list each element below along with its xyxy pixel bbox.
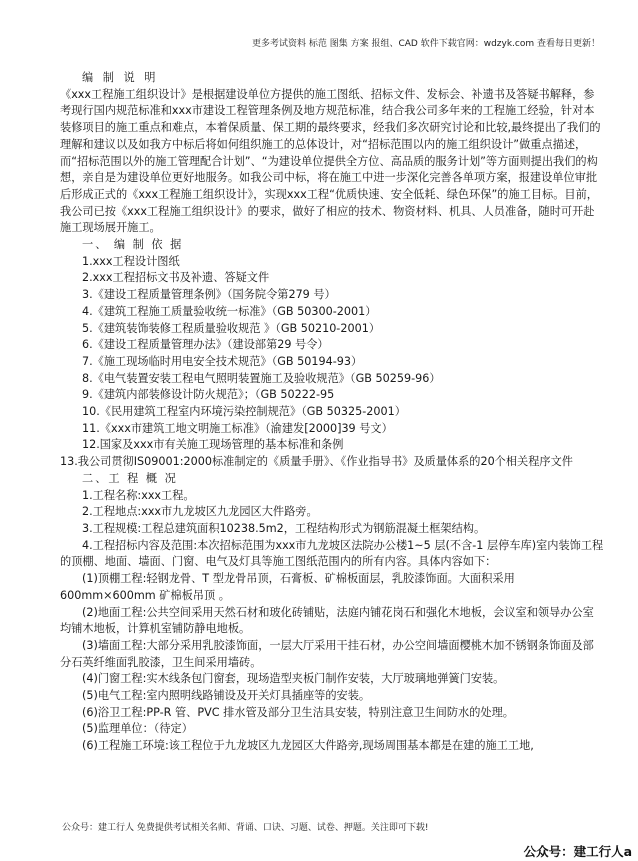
list-item: 5.《建筑装饰装修工程质量验收规范 》（GB 50210-2001） xyxy=(82,321,381,335)
list-item: (2)地面工程:公共空间采用天然石材和玻化砖铺贴，法庭内铺花岗石和强化木地板，会议室和领导办公室均铺木地板，计算机室铺防静电地板。 xyxy=(60,605,594,636)
document-body xyxy=(60,70,604,755)
list-item: 7.《施工现场临时用电安全技术规范》（GB 50194-93） xyxy=(82,354,363,368)
list-item: (4)门窗工程:实木线条包门窗套，现场造型夹板门制作安装，大厅玻璃地弹簧门安装。 xyxy=(82,672,505,686)
basis-list xyxy=(60,254,604,471)
scope-details xyxy=(60,571,604,755)
list-item: 11.《xxx市建筑工地文明施工标准》（渝建发[2000]39 号文） xyxy=(82,421,393,435)
page-header: 更多考试资料 标范 图集 方案 报组、CAD 软件下载官网：wdzyk.com 查看每日更新！ xyxy=(252,39,600,49)
list-item: 9.《建筑内部装修设计防火规范》；（GB 50222-95 xyxy=(82,388,335,402)
section-overview-title: 二、工 程 概 况 xyxy=(82,471,178,485)
list-item: 4.工程招标内容及范围:本次招标范围为xxx市九龙坡区法院办公楼1~5 层(不含-1 层停车库)室内装饰工程的顶棚、地面、墙面、门窗、电气及灯具等施工图纸范围内的所有内容。具体内容如下： xyxy=(60,538,604,569)
list-item: 1.xxx工程设计图纸 xyxy=(82,254,180,268)
list-item: 12.国家及xxx市有关施工现场管理的基本标准和条例 xyxy=(82,438,344,452)
list-item: (3)墙面工程:大部分采用乳胶漆饰面，一层大厅采用干挂石材，办公空间墙面樱桃木加不锈钢条饰面及部分石英纤维面乳胶漆，卫生间采用墙砖。 xyxy=(60,638,594,669)
page-footer: 公众号：建工行人 免费提供考试相关名师、背诵、口诀、习题、试卷、押题。关注即可下载! xyxy=(62,823,429,833)
list-item: (6)工程施工环境:该工程位于九龙坡区九龙园区大件路旁,现场周围基本都是在建的施工工地, xyxy=(82,739,534,753)
overview-list xyxy=(60,488,604,572)
list-item: (1)顶棚工程:轻钢龙骨、T 型龙骨吊顶，石膏板、矿棉板面层，乳胶漆饰面。大面积采用600mm×600mm 矿棉板吊顶 。 xyxy=(60,572,515,602)
list-item: 6.《建设工程质量管理办法》（建设部第29 号令） xyxy=(82,338,329,352)
watermark: 公众号：建工行人a xyxy=(523,844,632,859)
list-item: (5)电气工程:室内照明线路铺设及开关灯具插座等的安装。 xyxy=(82,689,371,703)
list-item: 4.《建筑工程施工质量验收统一标准》（GB 50300-2001） xyxy=(82,304,377,318)
intro-paragraph: 《xxx工程施工组织设计》是根据建设单位方提供的施工图纸、招标文件、发标会、补遗书及答疑书解释，参考现行国内规范标准和xxx市建设工程管理条例及地方规范标准，结合我公司多年来的工程施工经验，针对本装修项目的施工重点和难点，本着保质量、保工期的最终要求，经我们多次研究讨论和比较,最终提出了我们的理解和建议以及如我方中标后将如何组织施工的总体设计，对“招标范围以内的施工组织设计”做重点描述，而“招标范围以外的施工管理配合计划”、“为建设单位提供全方位、高品质的服务计划”等方面则提出我们的构想，亲自是为建设单位更好地服务。如我公司中标，将在施工中进一步深化完善各单项方案，报建设单位审批后形成正式的《xxx工程施工组织设计》，实现xxx工程“优质快速、安全低耗、绿色环保”的施工目标。目前，我公司已按《xxx工程施工组织设计》的要求，做好了相应的技术、物资材料、机具、人员准备，随时可开赴施工现场展开施工。 xyxy=(60,87,601,235)
list-item: 13.我公司贯彻IS09001:2000标准制定的《质量手册》、《作业指导书》及质量体系的20个相关程序文件 xyxy=(60,455,573,469)
list-item: (6)浴卫工程:PP-R 管、PVC 排水管及部分卫生洁具安装，特别注意卫生间防水的处理。 xyxy=(82,705,514,719)
list-item: 2.工程地点:xxx市九龙坡区九龙园区大件路旁。 xyxy=(82,505,318,519)
list-item: (5)监理单位：（待定） xyxy=(82,722,193,736)
list-item: 2.xxx工程招标文书及补遗、答疑文件 xyxy=(82,271,270,285)
list-item: 3.《建设工程质量管理条例》（国务院令第279 号） xyxy=(82,288,336,302)
section-title: 编 制 说 明 xyxy=(82,71,159,84)
list-item: 1.工程名称:xxx工程。 xyxy=(82,488,195,502)
list-item: 10.《民用建筑工程室内环境污染控制规范》（GB 50325-2001） xyxy=(82,405,406,419)
list-item: 3.工程规模:工程总建筑面积10238.5m2，工程结构形式为钢筋混凝土框架结构。 xyxy=(82,521,486,535)
list-item: 8.《电气装置安装工程电气照明装置施工及验收规范》（GB 50259-96） xyxy=(82,371,441,385)
section-basis-title: 一、 编 制 依 据 xyxy=(82,238,184,252)
